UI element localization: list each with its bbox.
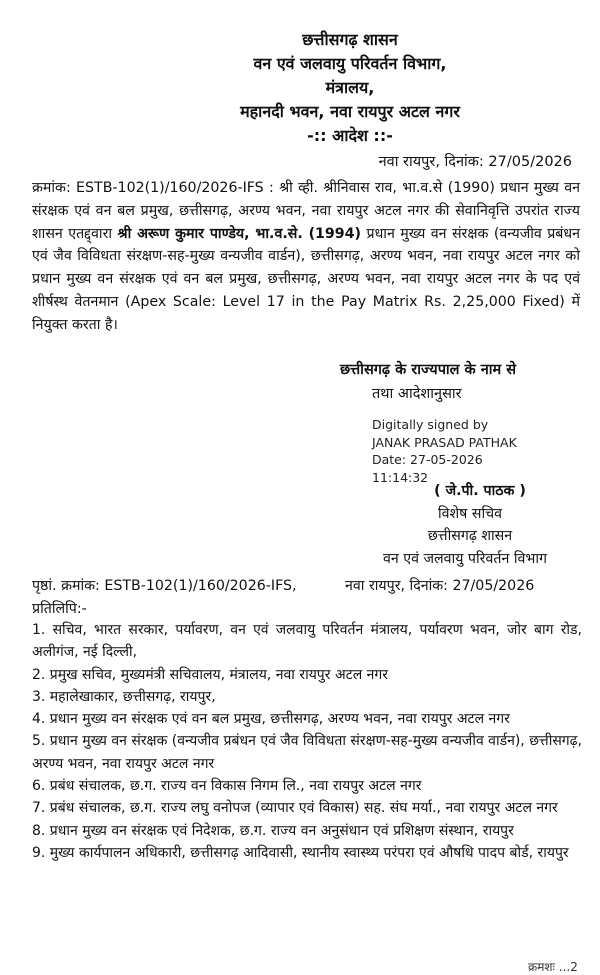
copy-label: प्रतिलिपि:- <box>32 600 87 617</box>
list-item: 3. महालेखाकार, छत्तीसगढ़, रायपुर, <box>32 688 216 705</box>
office-address: महानदी भवन, नवा रायपुर अटल नगर <box>240 102 460 121</box>
letterhead <box>130 28 530 148</box>
list-item: 1. सचिव, भारत सरकार, पर्यावरण, वन एवं जलवायु परिवर्तन मंत्रालय, पर्यावरण भवन, जोर बाग रोड, अलीगंज, नई दिल्ली, <box>32 622 582 661</box>
order-heading: -:: आदेश ::- <box>307 126 393 145</box>
digital-signature <box>372 416 517 486</box>
signatory-designation: विशेष सचिव <box>437 505 503 522</box>
order-body <box>32 177 580 337</box>
ministry-name: मंत्रालय, <box>325 78 375 97</box>
endorsement-number: पृष्ठां. क्रमांक: ESTB-102(1)/160/2026-IFS, <box>32 578 297 594</box>
signatory <box>340 480 580 570</box>
copy-recipients-list <box>32 619 582 864</box>
signatory-govt: छत्तीसगढ़ शासन <box>427 528 513 544</box>
list-item: 8. प्रधान मुख्य वन संरक्षक एवं निदेशक, छ.ग. राज्य वन अनुसंधान एवं प्रशिक्षण संस्थान, रायपुर <box>32 822 514 839</box>
order-body-part2: प्रधान मुख्य वन संरक्षक (वन्यजीव प्रबंधन एवं जैव विविधता संरक्षण-सह-मुख्य वन्यजीव वार्डन), छत्तीसगढ़, अरण्य भवन, नवा रायपुर अटल नगर को प्रधान मुख्य वन संरक्षक एवं वन बल प्रमुख, छत्तीसगढ़, अरण्य भवन, नवा रायपुर अटल नगर के पद एवं शीर्षस्थ वेतनमान (Apex Scale: Level 17 in the Pay Matrix Rs. 2,25,000 Fixed) में नियुक्त करता है। <box>32 225 581 333</box>
signatory-name: ( जे.पी. पाठक ) <box>434 483 526 499</box>
digisig-signer: JANAK PRASAD PATHAK <box>372 434 517 450</box>
list-item: 4. प्रधान मुख्य वन संरक्षक एवं वन बल प्रमुख, छत्तीसगढ़, अरण्य भवन, नवा रायपुर अटल नगर <box>32 711 510 728</box>
appointee-name: श्री अरूण कुमार पाण्डेय, भा.व.से. (1994) <box>117 225 362 242</box>
digisig-time: 11:14:32 <box>372 469 429 485</box>
governor-authority <box>340 358 580 406</box>
department-name: वन एवं जलवायु परिवर्तन विभाग, <box>253 54 447 73</box>
governor-name-line: छत्तीसगढ़ के राज्यपाल के नाम से <box>340 362 517 378</box>
list-item: 5. प्रधान मुख्य वन संरक्षक (वन्यजीव प्रबंधन एवं जैव विविधता संरक्षण-सह-मुख्य वन्यजीव वार्डन), छत्तीसगढ़, अरण्य भवन, नवा रायपुर अटल नगर <box>32 733 583 772</box>
list-item: 9. मुख्य कार्यपालन अधिकारी, छत्तीसगढ़ आदिवासी, स्थानीय स्वास्थ्य परंपरा एवं औषधि पादप बोर्ड, रायपुर <box>32 844 569 861</box>
list-item: 7. प्रबंध संचालक, छ.ग. राज्य लघु वनोपज (व्यापार एवं विकास) सह. संघ मर्या., नवा रायपुर अटल नगर <box>32 800 558 817</box>
governor-order-line: तथा आदेशानुसार <box>372 386 462 402</box>
endorsement-ref <box>32 575 297 620</box>
order-body-part1: क्रमांक: ESTB-102(1)/160/2026-IFS : श्री व्ही. श्रीनिवास राव, भा.व.से (1990) प्रधान मुख्य वन संरक्षक एवं वन बल प्रमुख, छत्तीसगढ़, अरण्य भवन, नवा रायपुर अटल नगर की सेवानिवृत्ति उपरांत राज्य शासन एतद्द्वारा <box>32 180 580 242</box>
endorsement-date: नवा रायपुर, दिनांक: 27/05/2026 <box>345 578 535 594</box>
list-item: 6. प्रबंध संचालक, छ.ग. राज्य वन विकास निगम लि., नवा रायपुर अटल नगर <box>32 778 422 795</box>
govt-name: छत्तीसगढ़ शासन <box>302 30 398 49</box>
digisig-date: Date: 27-05-2026 <box>372 452 483 467</box>
order-date: नवा रायपुर, दिनांक: 27/05/2026 <box>378 154 572 170</box>
digisig-line1: Digitally signed by <box>372 417 489 432</box>
continued-mark: क्रमशः ...2 <box>528 960 578 974</box>
list-item: 2. प्रमुख सचिव, मुख्यमंत्री सचिवालय, मंत्रालय, नवा रायपुर अटल नगर <box>32 666 389 683</box>
signatory-dept: वन एवं जलवायु परिवर्तन विभाग <box>382 550 548 567</box>
